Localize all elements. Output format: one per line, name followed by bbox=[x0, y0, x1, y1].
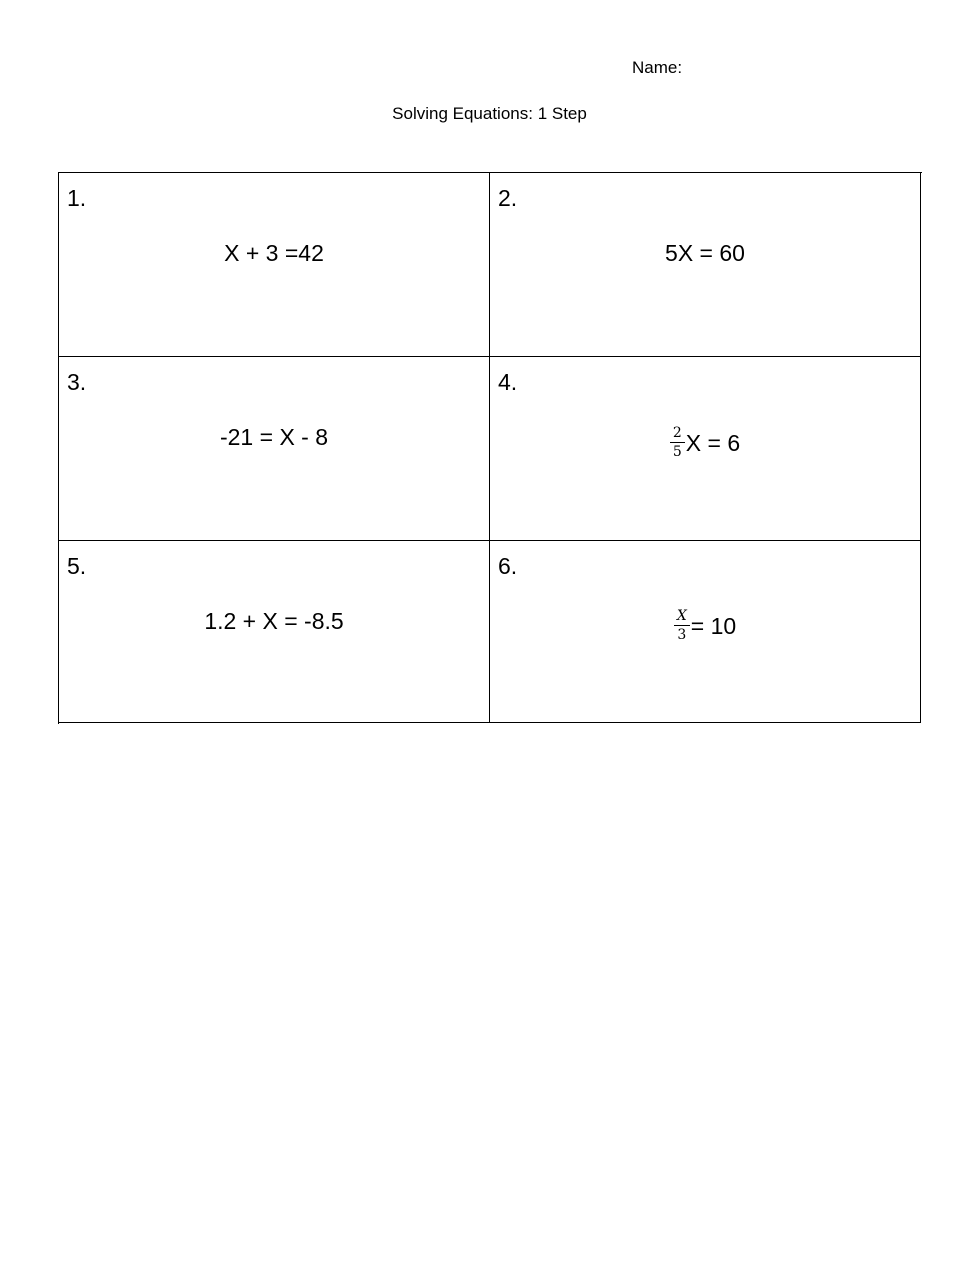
fraction bbox=[674, 608, 690, 643]
problem-cell-6 bbox=[490, 541, 921, 723]
problem-equation: X + 3 =42 bbox=[224, 240, 324, 266]
problem-cell-1 bbox=[59, 173, 490, 357]
problem-cell-5 bbox=[59, 541, 490, 723]
problem-grid bbox=[58, 172, 922, 724]
fraction bbox=[670, 425, 685, 460]
fraction-numerator: X bbox=[674, 608, 690, 626]
problem-equation bbox=[490, 608, 920, 643]
problem-cell-4 bbox=[490, 357, 921, 541]
problem-equation: 1.2 + X = -8.5 bbox=[204, 608, 344, 634]
name-label: Name: bbox=[632, 58, 683, 77]
problem-number: 1. bbox=[67, 185, 87, 211]
problem-number: 6. bbox=[498, 553, 518, 579]
problem-cell-2 bbox=[490, 173, 921, 357]
problem-number: 5. bbox=[67, 553, 87, 579]
fraction-denominator: 3 bbox=[677, 627, 687, 643]
problem-equation bbox=[490, 425, 920, 460]
fraction-numerator: 2 bbox=[670, 425, 685, 443]
problem-cell-3 bbox=[59, 357, 490, 541]
problem-number: 4. bbox=[498, 369, 518, 395]
problem-equation: -21 = X - 8 bbox=[219, 424, 329, 450]
fraction-denominator: 5 bbox=[672, 444, 682, 460]
problem-equation: 5X = 60 bbox=[665, 240, 745, 266]
equation-rest: = 10 bbox=[690, 612, 737, 639]
problem-number: 3. bbox=[67, 369, 87, 395]
problem-number: 2. bbox=[498, 185, 518, 211]
equation-rest: X = 6 bbox=[685, 429, 741, 456]
page-title: Solving Equations: 1 Step bbox=[392, 104, 587, 123]
